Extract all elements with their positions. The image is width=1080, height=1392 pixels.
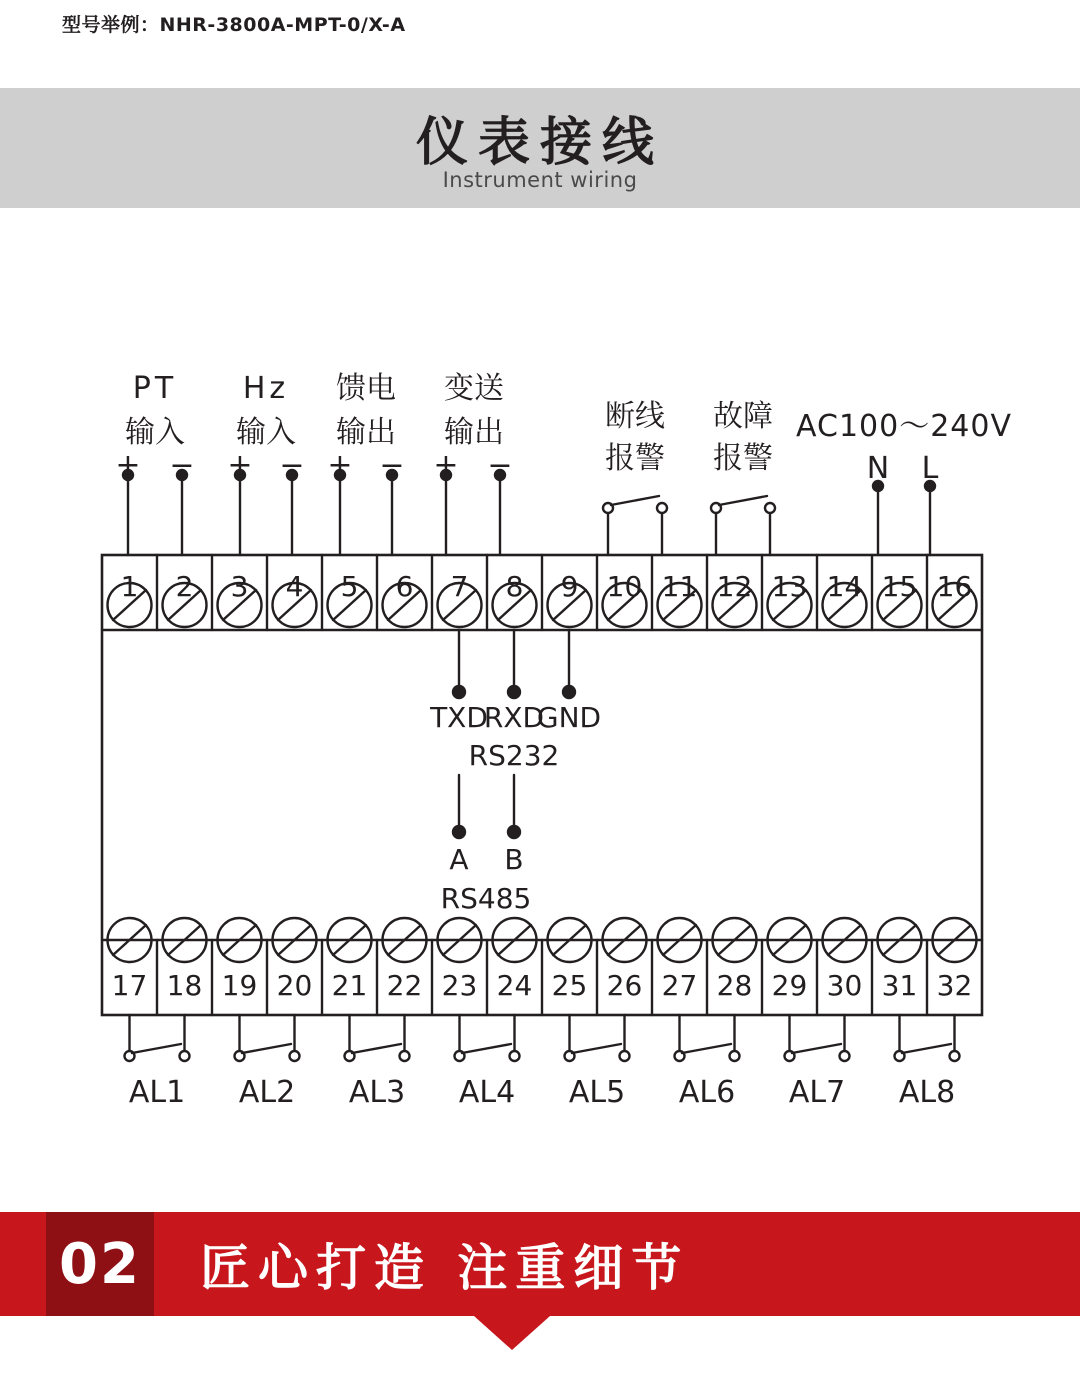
terminal-number: 21 [331,969,368,1002]
terminal-number: 10 [606,570,643,603]
feed-output-label-line2: 输出 [336,415,396,450]
transmit-output-minus: − [487,448,513,483]
terminal-number: 27 [661,969,698,1002]
terminal-number: 23 [441,969,478,1002]
terminal-number: 30 [826,969,863,1002]
terminal-number: 32 [936,969,973,1002]
terminal-number: 19 [221,969,258,1002]
transmit-output-label-line2: 输出 [444,415,504,450]
feed-output-label-line1: 馈电 [336,371,396,406]
alarm-label-al3: AL3 [348,1075,406,1110]
terminal-number: 6 [395,570,414,603]
terminal-number: 9 [560,570,579,603]
pt-input-minus: − [169,448,195,483]
terminal-number: 7 [450,570,469,603]
terminal-number: 11 [661,570,698,603]
terminal-number: 16 [936,570,973,603]
terminal-number: 12 [716,570,753,603]
transmit-output-plus: + [433,448,459,483]
wiring-diagram [0,230,1080,1190]
terminal-number: 25 [551,969,588,1002]
alarm-label-al4: AL4 [458,1075,516,1110]
terminal-number: 5 [340,570,359,603]
rs232-pin-rxd: RXD [483,701,545,734]
terminal-number: 17 [111,969,148,1002]
alarm-label-al8: AL8 [898,1075,956,1110]
power-pin-l: L [921,451,939,486]
rs485-pin-b: B [504,843,524,876]
banner-notch [474,1316,550,1350]
section-title-en: Instrument wiring [442,168,638,192]
fault-alarm-label-line2: 报警 [713,441,773,476]
break-alarm-label-line2: 报警 [605,441,665,476]
banner-slogan: 匠心打造 注重细节 [200,1239,690,1297]
alarm-label-al2: AL2 [238,1075,296,1110]
rs485-label: RS485 [440,882,532,915]
alarm-label-al1: AL1 [128,1075,186,1110]
terminal-number: 18 [166,969,203,1002]
terminal-number: 15 [881,570,918,603]
terminal-number: 31 [881,969,918,1002]
terminal-number: 26 [606,969,643,1002]
model-example-label: 型号举例：NHR-3800A-MPT-0/X-A [62,14,406,36]
terminal-number: 2 [175,570,194,603]
section-title-cn: 仪表接线 [415,113,664,173]
pt-input-label-line2: 输入 [125,415,185,450]
rs232-label: RS232 [468,739,560,772]
hz-input-plus: + [227,448,253,483]
terminal-number: 3 [230,570,249,603]
alarm-label-al7: AL7 [788,1075,846,1110]
power-label: AC100～240V [796,409,1012,444]
terminal-number: 8 [505,570,524,603]
hz-input-minus: − [279,448,305,483]
terminal-number: 4 [285,570,304,603]
feed-output-plus: + [327,448,353,483]
power-pin-n: N [866,451,890,486]
pt-input-label-line1: PT [132,371,178,406]
terminal-number: 13 [771,570,808,603]
break-alarm-label-line1: 断线 [605,399,665,434]
terminal-number: 24 [496,969,533,1002]
terminal-number: 29 [771,969,808,1002]
transmit-output-label-line1: 变送 [444,371,504,406]
hz-input-label-line1: Hz [242,371,290,406]
terminal-number: 20 [276,969,313,1002]
terminal-number: 1 [120,570,139,603]
hz-input-label-line2: 输入 [236,415,296,450]
terminal-number: 22 [386,969,423,1002]
terminal-number: 14 [826,570,863,603]
feed-output-minus: − [379,448,405,483]
rs232-pin-txd: TXD [430,701,488,734]
pt-input-plus: + [115,448,141,483]
alarm-label-al6: AL6 [678,1075,736,1110]
alarm-label-al5: AL5 [568,1075,626,1110]
fault-alarm-label-line1: 故障 [713,399,773,434]
terminal-number: 28 [716,969,753,1002]
rs485-pin-a: A [449,843,469,876]
rs232-pin-gnd: GND [536,701,602,734]
banner-number: 02 [59,1231,141,1297]
